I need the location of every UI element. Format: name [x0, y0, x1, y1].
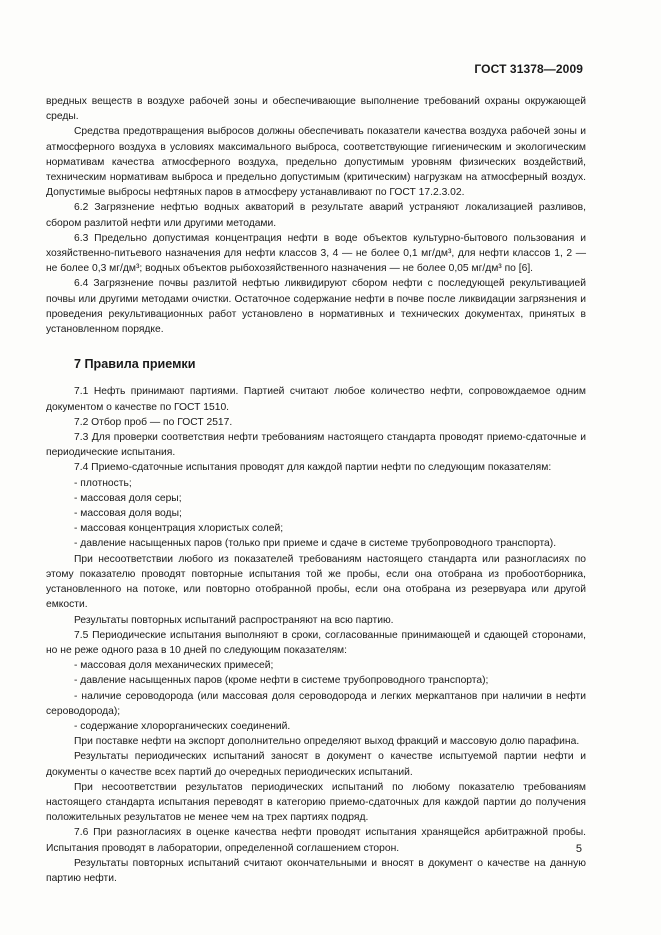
- list-item: - массовая доля воды;: [74, 508, 182, 520]
- paragraph-repeat-results: Результаты повторных испытаний распространяют на всю партию.: [74, 614, 394, 626]
- paragraph-prevention-means: Средства предотвращения выбросов должны обеспечивать показатели качества воздуха рабочей зоны и атмосферного воздуха в условиях максимального выброса, соответствующие гигиеническим и экологическим нормативам качества атмосферного воздуха, предельно допустимым уровням физических воздействий, техническим нормативам выброса и предельно допустимым (критическим) нагрузкам на атмосферный воздух. Допустимые выбросы нефтяных паров в атмосферу устанавливают по ГОСТ 17.2.3.02.: [46, 126, 586, 199]
- list-item: - массовая доля серы;: [74, 492, 182, 504]
- document-code-header: ГОСТ 31378—2009: [474, 62, 583, 76]
- paragraph-6-2: 6.2 Загрязнение нефтью водных акваторий в результате аварий устраняют локализацией разливов, сбором разлитой нефти или другими методами.: [46, 202, 586, 229]
- paragraph-mismatch: При несоответствии любого из показателей требованиям настоящего стандарта или разногласиях по этому показателю проводят повторные испытания той же пробы, если она отобрана из пробоотборника, установленного на потоке, или повторно отобранной пробы, если она отобрана из резервуара или другой емкости.: [46, 553, 586, 611]
- paragraph-7-3: 7.3 Для проверки соответствия нефти требованиям настоящего стандарта проводят приемо-сдаточные и периодические испытания.: [46, 432, 586, 459]
- paragraph-7-1: 7.1 Нефть принимают партиями. Партией считают любое количество нефти, сопровождаемое одним документом о качестве по ГОСТ 1510.: [46, 386, 586, 413]
- paragraph-7-6: 7.6 При разногласиях в оценке качества нефти проводят испытания хранящейся арбитражной пробы. Испытания проводят в лаборатории, определенной соглашением сторон.: [46, 827, 586, 854]
- list-item: - массовая концентрация хлористых солей;: [74, 523, 284, 535]
- paragraph-continuation: вредных веществ в воздухе рабочей зоны и обеспечивающие выполнение требований охраны окружающей среды.: [46, 96, 586, 123]
- list-item: - плотность;: [74, 477, 132, 489]
- paragraph-6-3: 6.3 Предельно допустимая концентрация нефти в воде объектов культурно-бытового пользования и хозяйственно-питьевого назначения для нефти классов 3, 4 — не более 0,1 мг/дм³, для нефти классов 1, 2 — не более 0,3 мг/дм³; водных объектов рыбохозяйственного назначения — не более 0,05 мг/дм³ по [6].: [46, 232, 586, 275]
- paragraph-7-5: 7.5 Периодические испытания выполняют в сроки, согласованные принимающей и сдающей сторонами, но не реже одного раза в 10 дней по следующим показателям:: [46, 629, 586, 656]
- list-item: - наличие сероводорода (или массовая доля сероводорода и легких меркаптанов при наличии в нефти сероводорода);: [46, 690, 586, 717]
- page-number: 5: [575, 843, 582, 855]
- section-heading-7: 7 Правила приемки: [74, 357, 196, 372]
- paragraph-export: При поставке нефти на экспорт дополнительно определяют выход фракций и массовую долю парафина.: [74, 736, 580, 748]
- document-body: [46, 94, 586, 886]
- paragraph-7-4: 7.4 Приемо-сдаточные испытания проводят для каждой партии нефти по следующим показателям:: [74, 462, 552, 474]
- list-item: - давление насыщенных паров (только при приеме и сдаче в системе трубопроводного транспорта).: [74, 538, 557, 550]
- paragraph-final: Результаты повторных испытаний считают окончательными и вносят в документ о качестве на данную партию нефти.: [46, 857, 586, 884]
- paragraph-periodic-mismatch: При несоответствии результатов периодических испытаний по любому показателю требованиям настоящего стандарта испытания переводят в категорию приемо-сдаточных для каждой партии до получения положительных результатов не менее чем на трех партиях подряд.: [46, 781, 586, 824]
- list-item: - содержание хлорорганических соединений.: [74, 720, 291, 732]
- list-item: - массовая доля механических примесей;: [74, 660, 274, 672]
- list-item: - давление насыщенных паров (кроме нефти в системе трубопроводного транспорта);: [74, 675, 489, 687]
- paragraph-6-4: 6.4 Загрязнение почвы разлитой нефтью ликвидируют сбором нефти с последующей рекультивацией почвы или другими методами очистки. Остаточное содержание нефти в почве после ликвидации загрязнения и проведения рекультивационных работ установлено в нормативных и технических документах, принятых в установленном порядке.: [46, 278, 586, 336]
- paragraph-periodic-results: Результаты периодических испытаний заносят в документ о качестве испытуемой партии нефти и документы о качестве всех партий до очередных периодических испытаний.: [46, 751, 586, 778]
- paragraph-7-2: 7.2 Отбор проб — по ГОСТ 2517.: [74, 416, 233, 428]
